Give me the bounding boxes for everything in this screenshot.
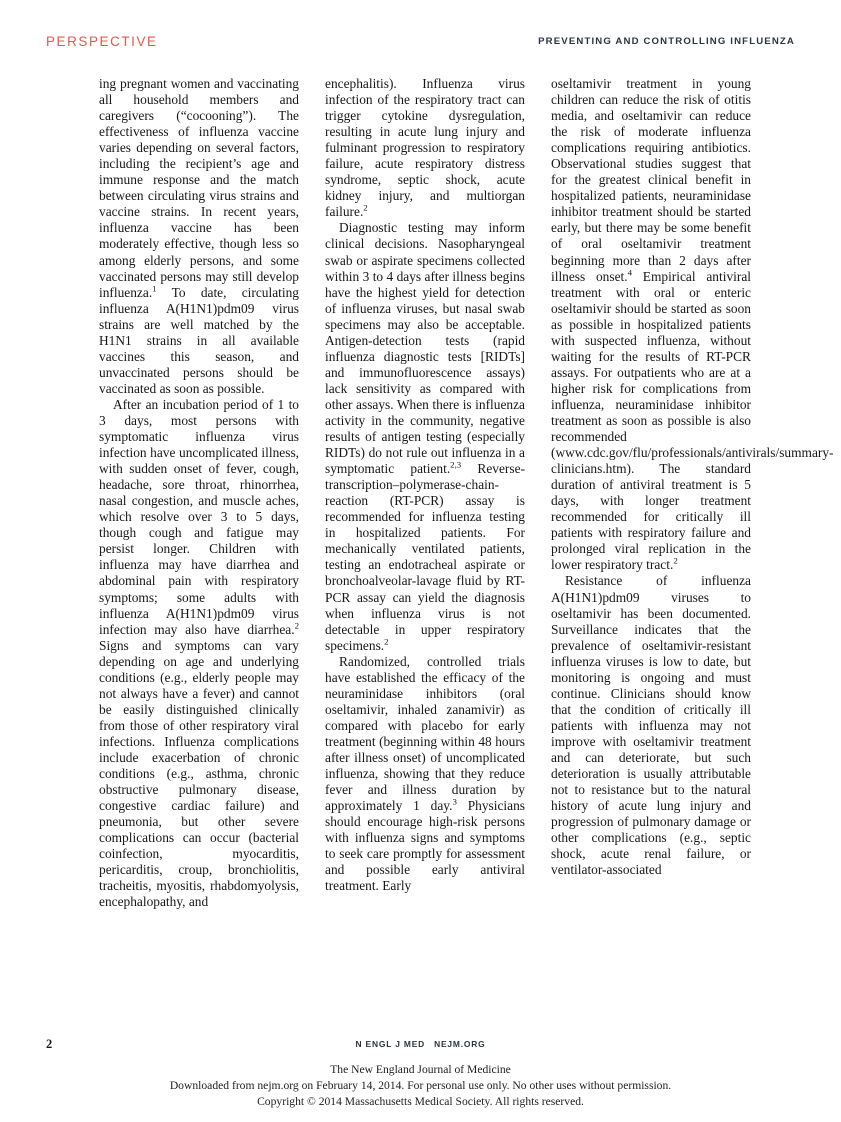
paragraph: After an incubation period of 1 to 3 days, most persons with symptomatic influenza virus infection have uncomplicated illness, with sudden onset of fever, cough, headache, sore throat, rhinorrhea, nasal congestion, and muscle aches, which resolve over 3 to 5 days, though cough and fatigue may persist longer. Children with influenza may have diarrhea and abdominal pain with respiratory symptoms; some adults with influenza A(H1N1)pdm09 virus infection may also have diarrhea.$^2$ Signs and symptoms can vary depending on age and underlying conditions (e.g., elderly people may not always have a fever) and cannot be easily distinguished clinically from those of other respiratory viral infections. Influenza complications include exacerbation of chronic conditions (e.g., asthma, chronic obstructive pulmonary disease, congestive cardiac failure) and pneumonia, but other severe complications can occur (bacterial coinfection, myocarditis, pericarditis, croup, bronchiolitis, tracheitis, myositis, rhabdomyolysis, encephalopathy, and (99, 396, 299, 910)
paragraph: encephalitis). Influenza virus infection of the respiratory tract can trigger cytokine dysregulation, resulting in acute lung injury and fulminant progression to respiratory failure, acute respiratory distress syndrome, septic shock, acute kidney injury, and multiorgan failure.$^2$ (325, 76, 525, 220)
journal-name-line: The New England Journal of Medicine (330, 1063, 511, 1076)
text-column-3 (551, 76, 834, 1006)
journal-website: NEJM.ORG (434, 1039, 486, 1049)
text-column-2 (325, 76, 525, 1006)
text-column-1 (99, 76, 299, 1006)
article-body (99, 76, 834, 1006)
running-head-section-label: PERSPECTIVE (46, 34, 158, 50)
journal-abbreviation: N ENGL J MED (355, 1039, 426, 1049)
copyright-line: Copyright © 2014 Massachusetts Medical Society. All rights reserved. (257, 1095, 584, 1108)
journal-footer-line (0, 1040, 841, 1048)
paragraph: ing pregnant women and vaccinating all household members and caregivers (“cocooning”). The effectiveness of influenza vaccine varies depending on several factors, including the recipient’s age and immune response and the match between circulating virus strains and vaccine strains. In recent years, influenza vaccine has been moderately effective, though less so among elderly persons, and some vaccinated persons may still develop influenza.$^1$ To date, circulating influenza A(H1N1)pdm09 virus strains are well matched by the H1N1 strains in all available vaccines this season, and unvaccinated persons should be vaccinated as soon as possible. (99, 76, 299, 396)
paragraph: Randomized, controlled trials have established the efficacy of the neuraminidase inhibitors (oral oseltamivir, inhaled zanamivir) as compared with placebo for early treatment (beginning within 48 hours after illness onset) of uncomplicated influenza, showing that they reduce fever and illness duration by approximately 1 day.$^3$ Physicians should encourage high-risk persons with influenza signs and symptoms to seek care promptly for assessment and possible early antiviral treatment. Early (325, 653, 526, 894)
copyright-block (0, 1062, 841, 1110)
running-head-article-title: PREVENTING AND CONTROLLING INFLUENZA (538, 36, 795, 48)
page-number: 2 (46, 1037, 53, 1051)
paragraph: oseltamivir treatment in young children can reduce the risk of otitis media, and oseltamivir can reduce the risk of moderate influenza complications requiring antibiotics. Observational studies suggest that for the greatest clinical benefit in hospitalized patients, neuraminidase inhibitor treatment should be started early, but there may be some benefit of oral oseltamivir treatment beginning more than 2 days after illness onset.$^4$ Empirical antiviral treatment with oral or enteric oseltamivir should be started as soon as possible in hospitalized patients with suspected influenza, without waiting for the results of RT-PCR assays. For outpatients who are at a higher risk for complications from influenza, neuraminidase inhibitor treatment as soon as possible is also recommended (www.cdc.gov/flu/professionals/antivirals/summary-clinicians.htm). The standard duration of antiviral treatment is 5 days, with longer treatment recommended for critically ill patients with respiratory failure and prolonged viral replication in the lower respiratory tract.$^2$ (551, 76, 834, 573)
download-notice-line: Downloaded from nejm.org on February 14, 2014. For personal use only. No other uses without permission. (169, 1079, 672, 1092)
paragraph: Resistance of influenza A(H1N1)pdm09 viruses to oseltamivir has been documented. Surveillance indicates that the prevalence of oseltamivir-resistant influenza viruses is low to date, but monitoring is ongoing and must continue. Clinicians should know that the condition of critically ill patients with influenza may not improve with oseltamivir treatment and can deteriorate, but such deterioration is usually attributable not to resistance but to the natural history of acute lung injury and progression of pulmonary damage or other complications (e.g., septic shock, acute renal failure, or ventilator-associated (551, 573, 751, 878)
paragraph: Diagnostic testing may inform clinical decisions. Nasopharyngeal swab or aspirate specimens collected within 3 to 4 days after illness begins have the highest yield for detection of influenza viruses, but nasal swab specimens may also be acceptable. Antigen-detection tests (rapid influenza diagnostic tests [RIDTs] and immunofluorescence assays) lack sensitivity as compared with other assays. When there is influenza activity in the community, negative results of antigen testing (especially RIDTs) do not rule out influenza in a symptomatic patient.$^{2,3}$ Reverse-transcription–polymerase-chain-reaction (RT-PCR) assay is recommended for influenza testing in hospitalized patients. For mechanically ventilated patients, testing an endotracheal aspirate or bronchoalveolar-lavage fluid by RT-PCR assay can yield the diagnosis when influenza virus is not detectable in upper respiratory specimens.$^2$ (325, 220, 526, 653)
running-head (46, 33, 795, 51)
